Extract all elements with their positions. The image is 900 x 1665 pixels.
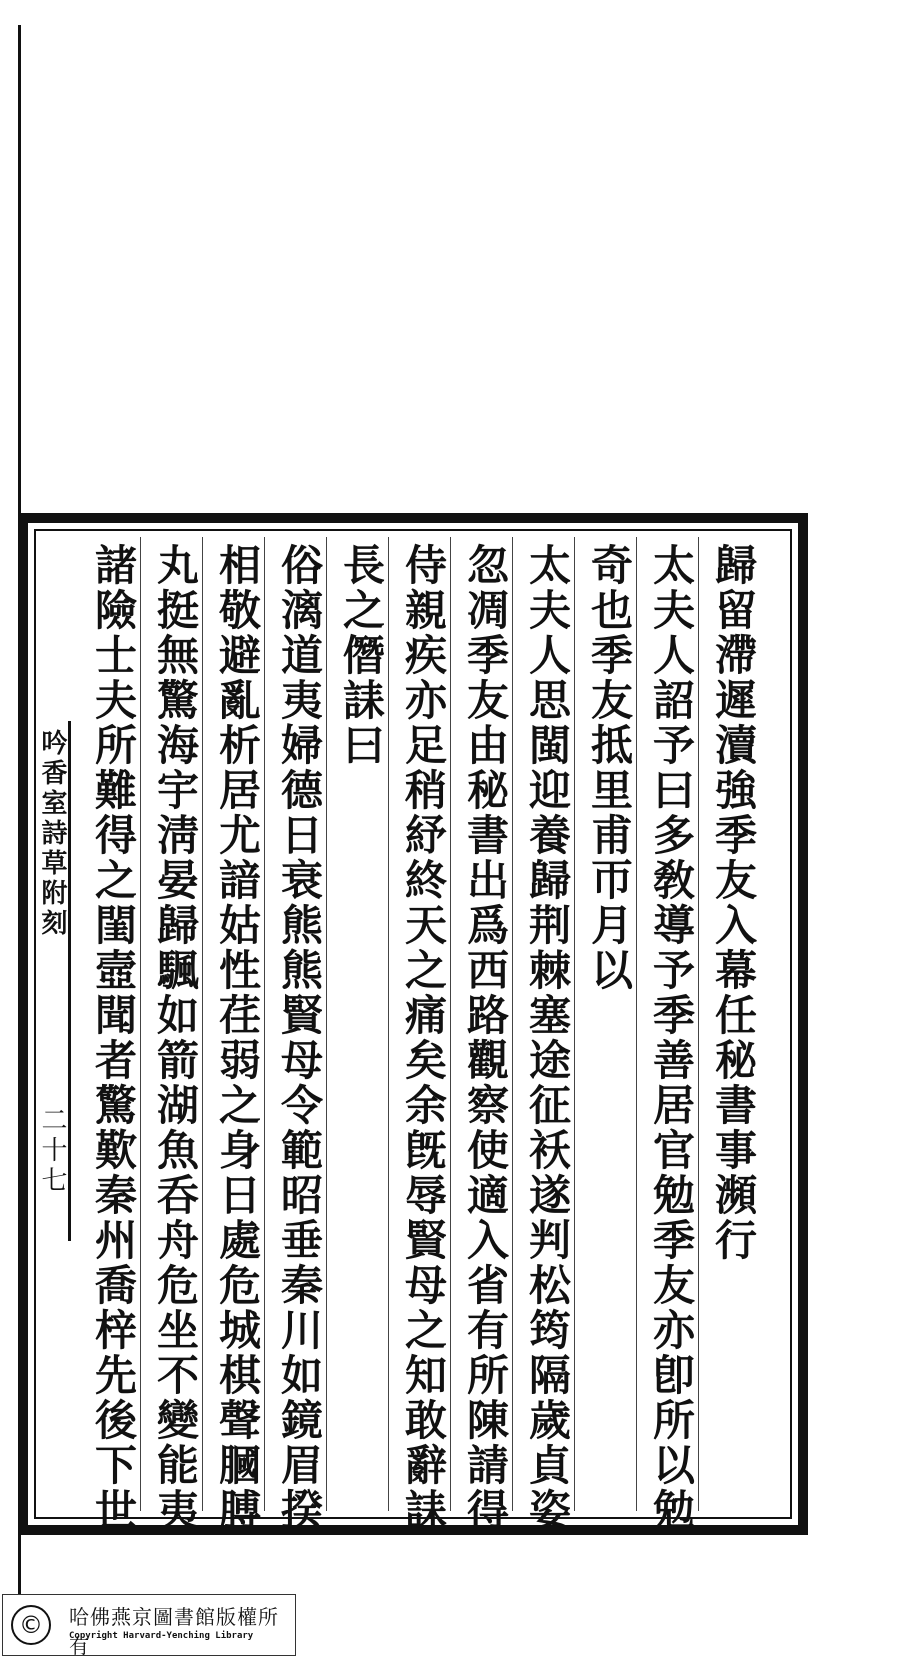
column-rule (512, 537, 513, 1511)
text-column-7: 長之僭誄曰 (337, 543, 386, 768)
text-column-1: 歸留滯遲瀆強季友入幕任秘書事瀕行 (709, 543, 758, 1263)
copyright-chinese: 哈佛燕京圖書館版權所有 (69, 1605, 279, 1658)
copyright-icon: © (11, 1605, 51, 1645)
text-column-5: 忽凋季友由秘書出爲西路觀察使適入省有所陳請得 (461, 543, 510, 1533)
text-column-11: 諸險士夫所難得之閨壼聞者驚歎秦州喬梓先後下世 (89, 543, 138, 1533)
column-rule (264, 537, 265, 1511)
column-rule (574, 537, 575, 1511)
column-rule (326, 537, 327, 1511)
text-column-4: 太夫人思閩迎養歸荆棘塞途征袄遂判松筠隔歲貞姿 (523, 543, 572, 1533)
copyright-stamp (2, 1594, 296, 1656)
text-column-8: 俗漓道夷婦德日衰熊熊賢母令範昭垂秦川如鏡眉揆 (275, 543, 324, 1533)
column-rule (140, 537, 141, 1511)
column-rule (388, 537, 389, 1511)
text-column-6: 侍親疾亦足稍紓終天之痛矣余旣辱賢母之知敢辭誄 (399, 543, 448, 1533)
page-banner (36, 721, 71, 1241)
column-rule (450, 537, 451, 1511)
text-column-10: 丸挺無驚海宇淸晏歸颿如箭湖魚呑舟危坐不變能夷 (151, 543, 200, 1533)
copyright-english: Copyright Harvard-Yenching Library (69, 1631, 254, 1641)
text-column-9: 相敬避亂析居尤諳姑性荏弱之身日處危城棋聲膕膊 (213, 543, 262, 1533)
inner-frame (34, 529, 792, 1533)
column-rule (636, 537, 637, 1511)
text-column-2: 太夫人詔予曰多敎導予季善居官勉季友亦卽所以勉 (647, 543, 696, 1533)
column-rule (202, 537, 203, 1511)
text-column-3: 奇也季友抵里甫帀月以 (585, 543, 634, 993)
page-frame (18, 513, 808, 1535)
banner-title: 吟香室詩草附刻 (37, 729, 67, 939)
column-rule (698, 537, 699, 1511)
banner-page-number: 二十七 (37, 1106, 67, 1196)
